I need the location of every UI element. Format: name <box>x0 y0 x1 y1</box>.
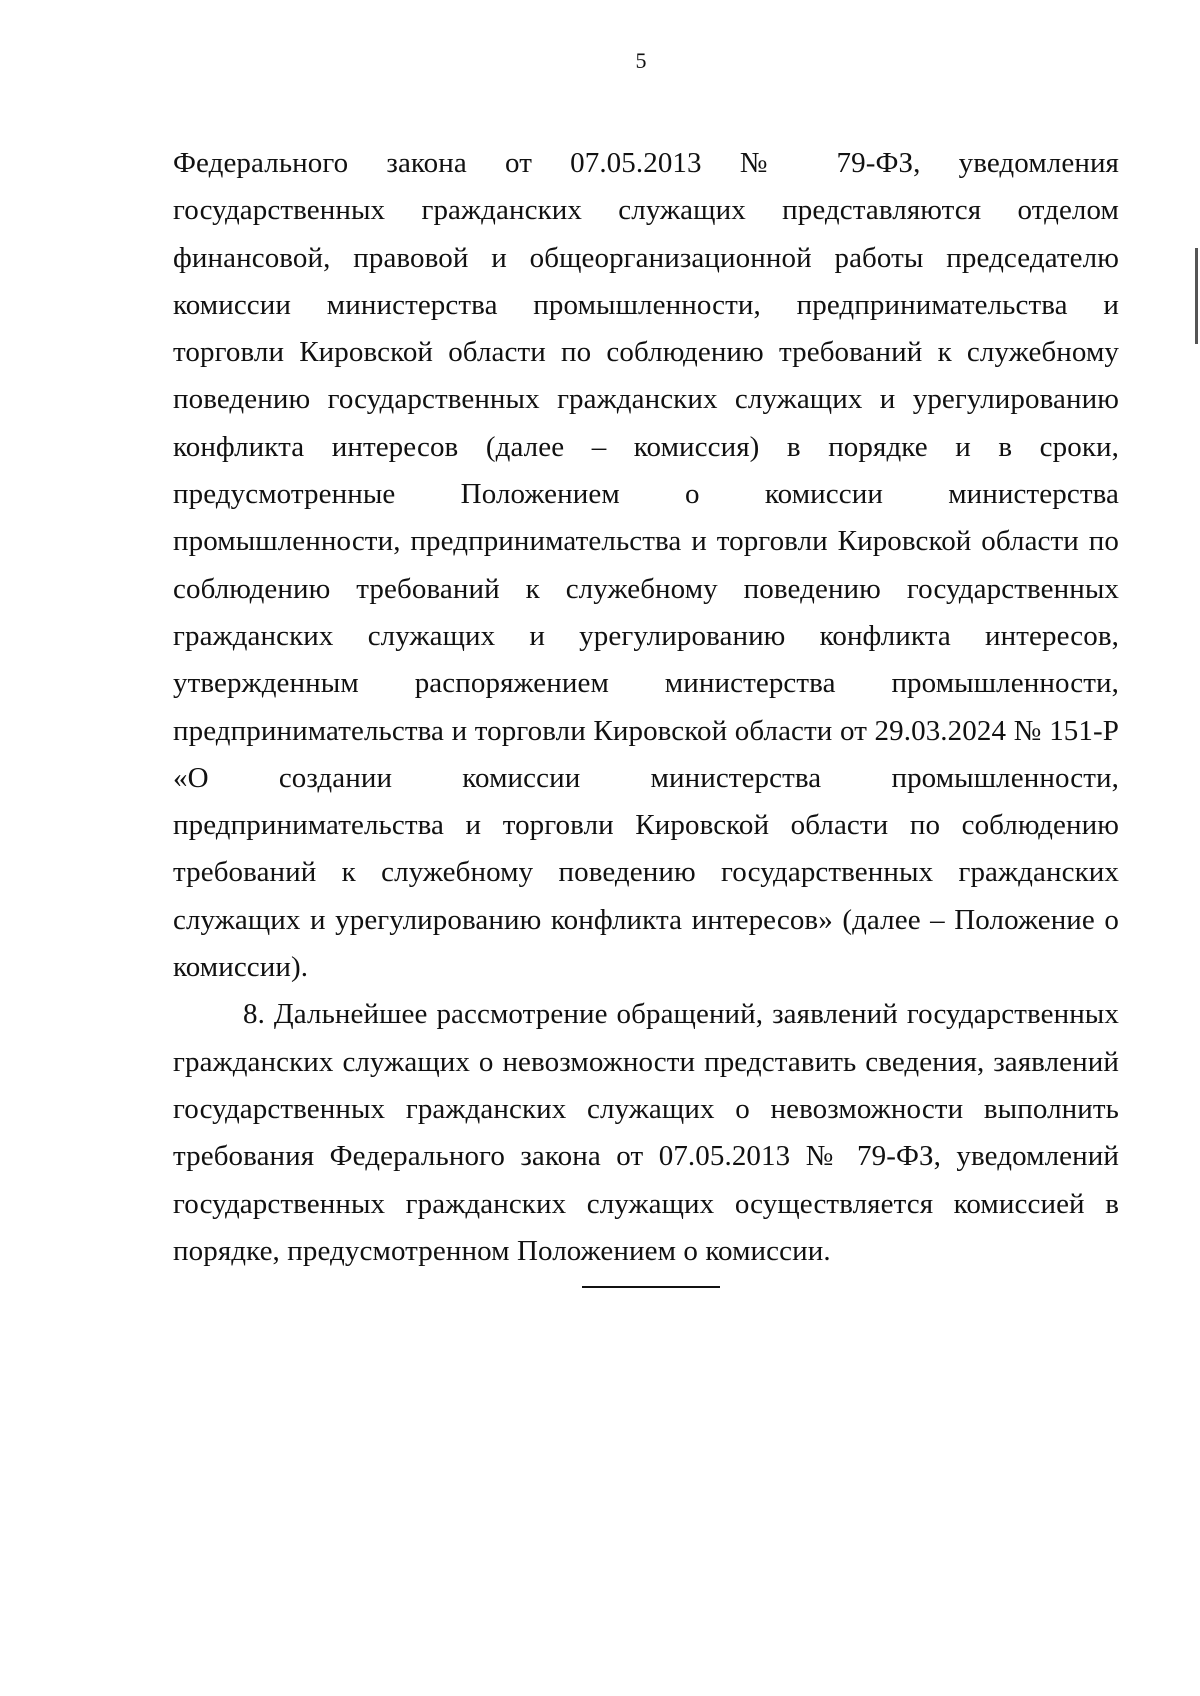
scan-margin-mark <box>1195 248 1198 344</box>
page-number: 5 <box>635 48 647 73</box>
end-of-document-line <box>582 1286 720 1288</box>
paragraph-continuation: Федерального закона от 07.05.2013 № 79-ФЗ, уведомления государственных гражданских служащих представляются отделом финансовой, правовой и общеорганизационной работы председателю комиссии министерства промышленности, предпринимательства и торговли Кировской области по соблюдению требований к служебному поведению государственных гражданских служащих и урегулированию конфликта интересов (далее – комиссия) в порядке и в сроки, предусмотренные Положением о комиссии министерства промышленности, предпринимательства и торговли Кировской области по соблюдению требований к служебному поведению государственных гражданских служащих и урегулированию конфликта интересов, утвержденным распоряжением министерства промышленности, предпринимательства и торговли Кировской области от 29.03.2024 № 151-Р «О создании комиссии министерства промышленности, предпринимательства и торговли Кировской области по соблюдению требований к служебному поведению государственных гражданских служащих и урегулированию конфликта интересов» (далее – Положение о комиссии). <box>173 147 1119 984</box>
document-body <box>173 140 1119 1275</box>
paragraph-item-8: 8. Дальнейшее рассмотрение обращений, заявлений государственных гражданских служащих о невозможности представить сведения, заявлений государственных гражданских служащих о невозможности выполнить требования Федерального закона от 07.05.2013 № 79-ФЗ, уведомлений государственных гражданских служащих осуществляется комиссией в порядке, предусмотренном Положением о комиссии. <box>173 998 1119 1267</box>
